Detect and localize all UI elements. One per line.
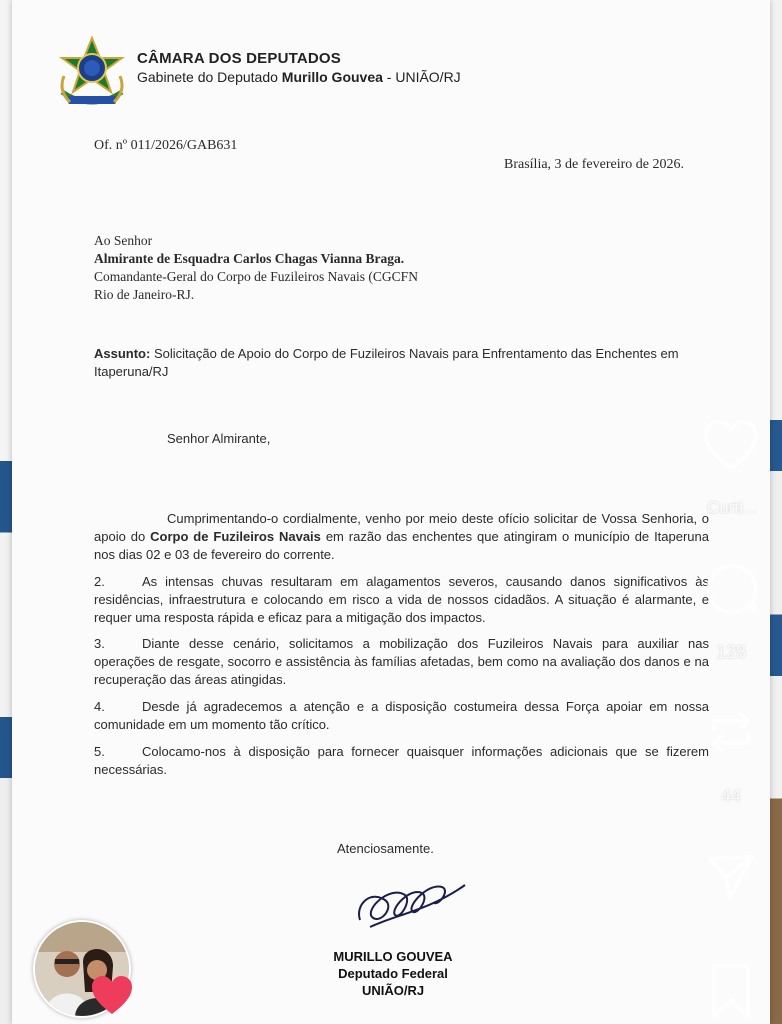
handwritten-signature: [350, 865, 470, 940]
subject-line: [94, 345, 709, 381]
comments-count: 128: [715, 642, 747, 662]
paragraph-4-number: 4.: [94, 699, 105, 714]
document-reference: Of. nº 011/2026/GAB631: [94, 138, 238, 153]
reposts-count: 44: [720, 786, 742, 806]
signer-name: MURILLO GOUVEA: [333, 949, 453, 964]
signer-party: UNIÃO/RJ: [361, 983, 425, 998]
recipient-city: Rio de Janeiro-RJ.: [94, 287, 195, 302]
paragraph-1-end: em razão das enchentes que atingiram o município de Itaperuna nos dias 02 e 03 de fevereiro do corrente.: [94, 529, 710, 562]
heart-icon[interactable]: [702, 418, 760, 472]
paragraph-3-number: 3.: [94, 636, 105, 651]
cabinet-suffix: - UNIÃO/RJ: [382, 69, 461, 85]
paragraph-2: [94, 573, 709, 627]
paragraph-3: [94, 635, 709, 689]
letter-page: [12, 0, 770, 1024]
subject-text: Solicitação de Apoio do Corpo de Fuzileiros Navais para Enfrentamento das Enchentes em Itaperuna/RJ: [94, 346, 679, 379]
paragraph-5: [94, 743, 709, 779]
cabinet-deputy-name: Murillo Gouvea: [281, 69, 383, 85]
closing: Atenciosamente.: [337, 841, 434, 856]
header-chamber-title: CÂMARA DOS DEPUTADOS: [137, 50, 342, 67]
recipient-role: Comandante-Geral do Corpo de Fuzileiros Navais (CGCFN: [94, 269, 418, 284]
bookmark-icon[interactable]: [708, 962, 754, 1020]
salutation: Senhor Almirante,: [167, 431, 271, 446]
subject-label: Assunto:: [94, 346, 151, 361]
document-date: Brasília, 3 de fevereiro de 2026.: [504, 157, 684, 172]
paragraph-1-start: Cumprimentando-o cordialmente, venho por meio deste ofício solicitar de Vossa Senhoria, o apoio do: [94, 511, 709, 544]
paragraph-1-bold: Corpo de Fuzileiros Navais: [150, 529, 321, 544]
paragraph-5-text: Colocamo-nos à disposição para fornecer quaisquer informações adicionais que se fizerem necessárias.: [94, 744, 709, 777]
recipient-block: [94, 232, 418, 304]
signer-block: [313, 948, 473, 999]
paragraph-3-text: Diante desse cenário, solicitamos a mobilização dos Fuzileiros Navais para auxiliar nas operações de resgate, socorro e assistência às famílias afetadas, bem como na avaliação dos danos e na recuperação das áreas atingidas.: [94, 636, 709, 687]
heart-icon: [90, 974, 134, 1016]
header-cabinet-line: [137, 69, 461, 85]
paragraph-1: [94, 510, 709, 564]
like-label: Curti...: [706, 498, 758, 517]
recipient-greeting: Ao Senhor: [94, 233, 153, 248]
brazil-coat-of-arms-icon: [56, 36, 128, 112]
paragraph-2-number: 2.: [94, 574, 105, 589]
paragraph-2-text: As intensas chuvas resultaram em alagamentos severos, causando danos significativos às residências, infraestrutura e colocando em risco a vida de nossos cidadãos. A situação é alarmante, e requer uma resposta rápida e eficaz para a mitigação dos impactos.: [94, 574, 709, 625]
paragraph-5-number: 5.: [94, 744, 105, 759]
cabinet-prefix: Gabinete do Deputado: [137, 69, 282, 85]
paragraph-4: [94, 698, 709, 734]
signer-title: Deputado Federal: [338, 966, 448, 981]
share-icon[interactable]: [706, 851, 756, 901]
comment-icon[interactable]: [702, 560, 760, 618]
repost-icon[interactable]: [702, 703, 760, 761]
recipient-name: Almirante de Esquadra Carlos Chagas Vianna Braga.: [94, 251, 405, 266]
paragraph-4-text: Desde já agradecemos a atenção e a disposição costumeira dessa Força apoiar em nossa comunidade em um momento tão crítico.: [94, 699, 709, 732]
